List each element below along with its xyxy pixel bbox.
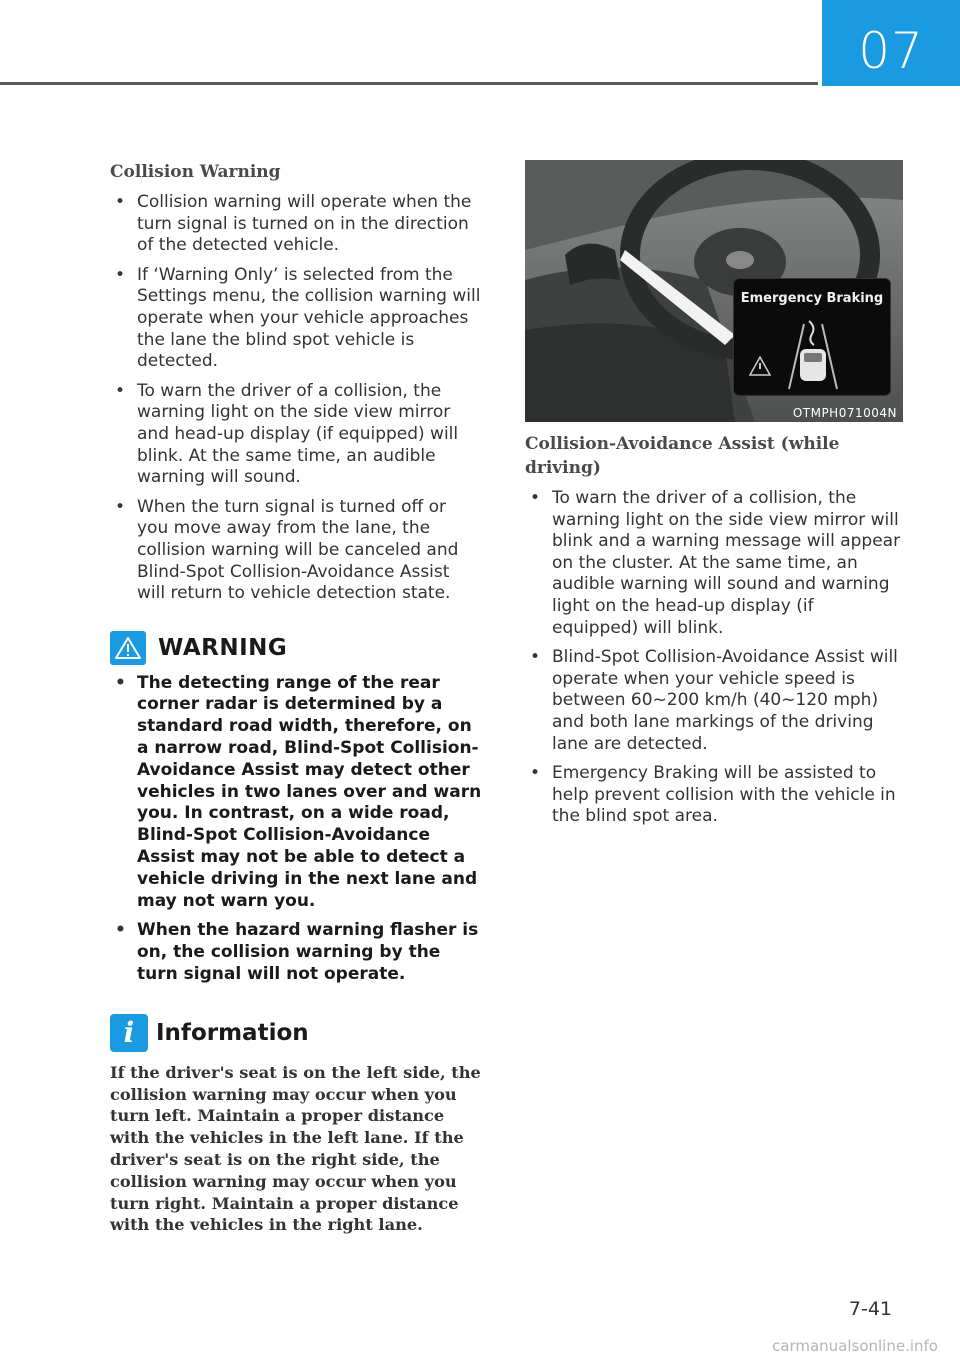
list-item: • When the turn signal is turned off or you move away from the lane, the collision warning will be canceled and Blind-Spot Collision-Avoidance Assist will return to vehicle detection state. [110, 497, 482, 605]
collision-avoidance-heading: Collision-Avoidance Assist (while driving) [525, 434, 840, 478]
page-number: 7-41 [848, 1298, 892, 1320]
warning-list [110, 673, 482, 986]
panel-title: Emergency Braking [740, 291, 884, 306]
collision-warning-list [110, 192, 482, 605]
left-column [110, 160, 482, 1236]
information-header [110, 1014, 482, 1052]
list-item: • When the hazard warning flasher is on, the collision warning by the turn signal will not operate. [110, 920, 482, 985]
dashboard-photo [525, 160, 903, 422]
list-item: • If ‘Warning Only’ is selected from the Settings menu, the collision warning will operate when your vehicle approaches the lane the blind spot vehicle is detected. [110, 265, 482, 373]
information-title: Information [156, 1019, 309, 1046]
watermark-link[interactable]: carmanualsonline.info [772, 1337, 938, 1355]
header-rule [0, 82, 818, 85]
car-lane-icon [734, 279, 892, 397]
list-item: • To warn the driver of a collision, the warning light on the side view mirror will blink and a warning message will appear on the cluster. At the same time, an audible warning will sound and warning light on the head-up display (if equipped) will blink. [525, 488, 903, 639]
warning-triangle-icon [110, 631, 146, 665]
photo-code: OTMPH071004N [792, 406, 897, 420]
chapter-tab [822, 0, 960, 86]
collision-warning-heading: Collision Warning [110, 162, 281, 182]
list-item: • Collision warning will operate when the turn signal is turned on in the direction of the detected vehicle. [110, 192, 482, 257]
emergency-braking-panel [733, 278, 891, 396]
list-item: • To warn the driver of a collision, the warning light on the side view mirror and head-up display (if equipped) will blink. At the same time, an audible warning will sound. [110, 381, 482, 489]
list-item: • Emergency Braking will be assisted to help prevent collision with the vehicle in the blind spot area. [525, 763, 903, 828]
list-item: • The detecting range of the rear corner radar is determined by a standard road width, therefore, on a narrow road, Blind-Spot Collision-Avoidance Assist may detect other vehicles in two lanes over and warn you. In contrast, on a wide road, Blind-Spot Collision-Avoidance Assist may not be able to detect a vehicle driving in the next lane and may not warn you. [110, 673, 482, 913]
info-icon: i [110, 1014, 148, 1052]
collision-avoidance-list [525, 488, 903, 828]
information-body: If the driver's seat is on the left side, the collision warning may occur when you turn left. Maintain a proper distance with the vehicles in the left lane. If the driver's seat is on the right side, the collision warning may occur when you turn right. Maintain a proper distance with the vehicles in the right lane. [110, 1062, 481, 1235]
chapter-number: 07 [858, 22, 924, 80]
warning-title: WARNING [158, 634, 288, 661]
list-item: • Blind-Spot Collision-Avoidance Assist will operate when your vehicle speed is between 60~200 km/h (40~120 mph) and both lane markings of the driving lane are detected. [525, 647, 903, 755]
warning-header [110, 631, 482, 665]
right-column [525, 160, 903, 828]
